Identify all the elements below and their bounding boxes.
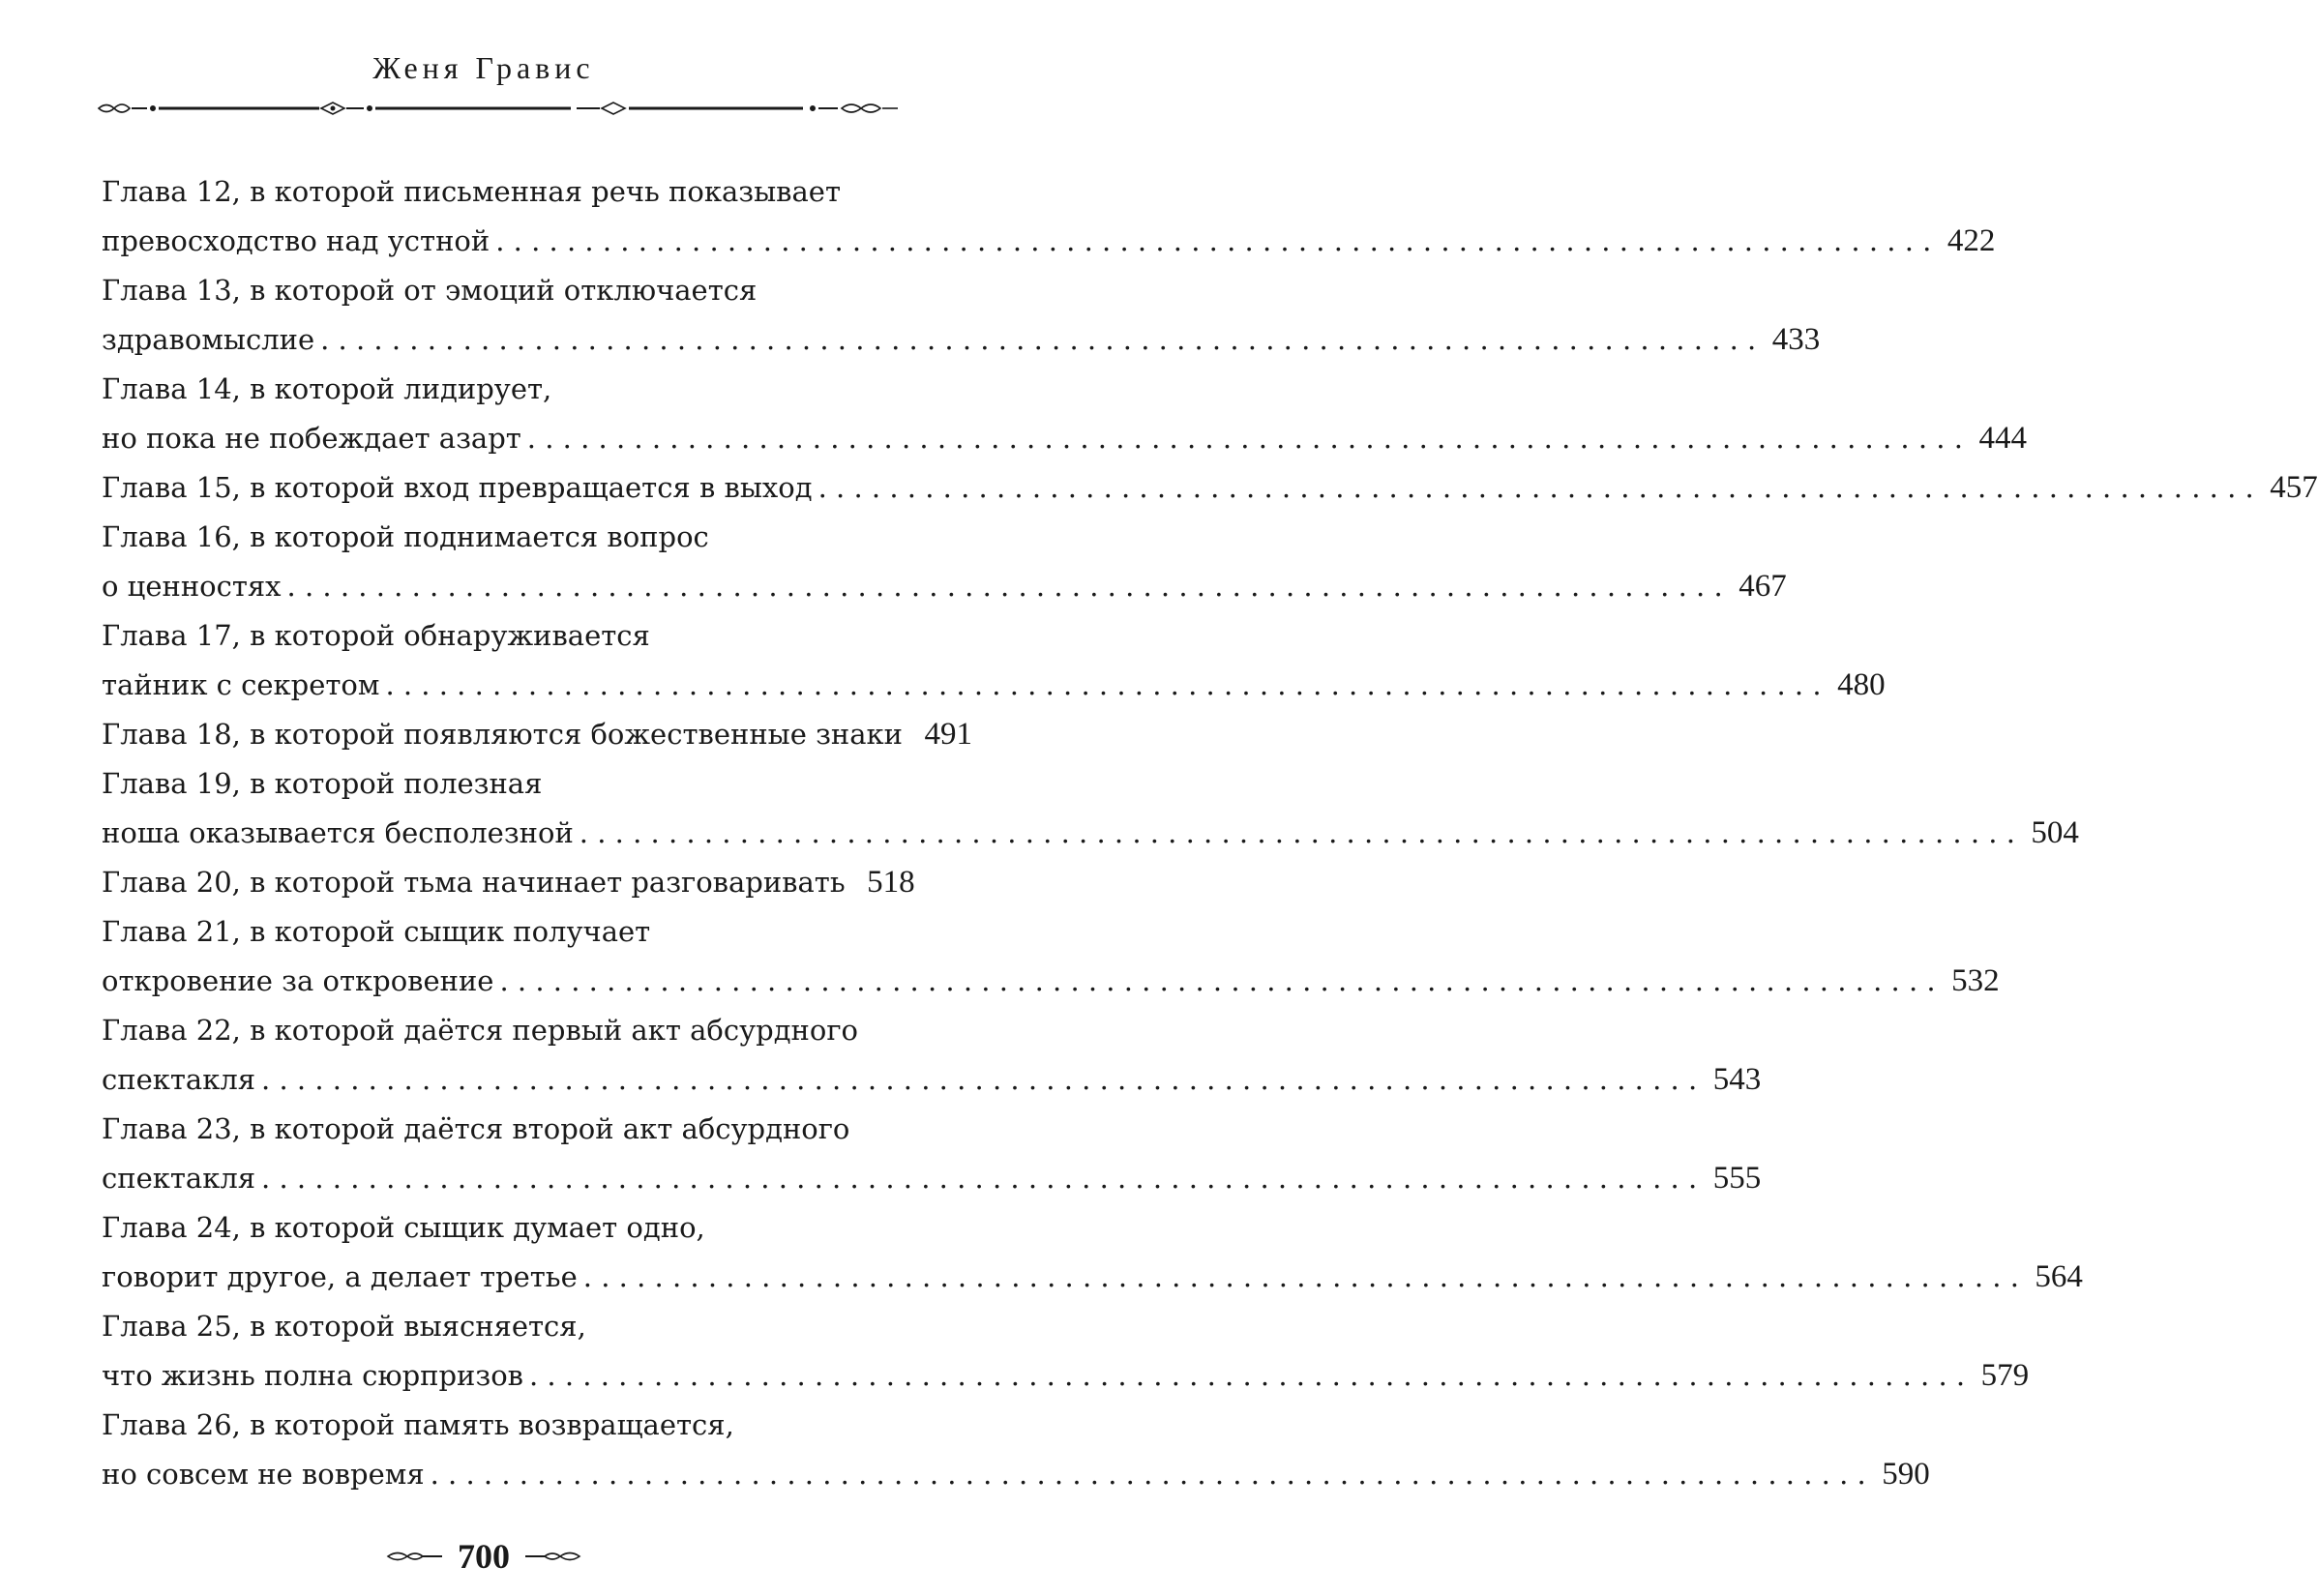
toc-entry-text: откровение за откровение bbox=[102, 964, 494, 997]
toc-page-number: 564 bbox=[2035, 1259, 2083, 1294]
toc-entry-line bbox=[102, 611, 905, 661]
dot-leader bbox=[583, 1253, 2019, 1302]
toc-entry-last-line bbox=[102, 463, 2318, 513]
toc-page-number: 518 bbox=[867, 865, 915, 900]
toc-entry-text: Глава 17, в которой обнаруживается bbox=[102, 619, 650, 652]
toc-entry-text: но совсем не вовремя bbox=[102, 1458, 425, 1491]
toc-page-number: 457 bbox=[2270, 470, 2318, 505]
toc-entry[interactable] bbox=[102, 365, 2027, 463]
page-footer bbox=[0, 1536, 967, 1577]
running-header-author: Женя Гравис bbox=[372, 50, 595, 85]
toc-entry-line bbox=[102, 365, 905, 414]
toc-page-number: 555 bbox=[1712, 1161, 1762, 1196]
toc-entry-text: но пока не побеждает азарт bbox=[102, 422, 521, 455]
toc-entry-text: превосходство над устной bbox=[102, 224, 490, 257]
toc-entry[interactable] bbox=[102, 1401, 1930, 1499]
toc-entry[interactable] bbox=[102, 1203, 2083, 1302]
toc-entry-text: тайник с секретом bbox=[102, 668, 380, 701]
toc-page-number: 480 bbox=[1837, 667, 1886, 702]
toc-entry-text: Глава 15, в которой вход превращается в выход bbox=[102, 471, 813, 504]
toc-entry-text: спектакля bbox=[102, 1063, 256, 1096]
toc-entry-text: спектакля bbox=[102, 1162, 256, 1195]
toc-page-number: 504 bbox=[2031, 815, 2079, 850]
toc-entry[interactable] bbox=[102, 710, 973, 759]
toc-entry-text: говорит другое, а делает третье bbox=[102, 1260, 578, 1293]
footer-ornament-left bbox=[386, 1547, 444, 1566]
toc-entry-text: Глава 20, в которой тьма начинает разговаривать bbox=[102, 866, 846, 899]
toc-entry-line bbox=[102, 1401, 905, 1450]
toc-entry-last-line bbox=[102, 1154, 1762, 1203]
dot-leader bbox=[527, 414, 1963, 463]
toc-entry-text: о ценностях bbox=[102, 570, 282, 603]
toc-entry-last-line bbox=[102, 1351, 2030, 1401]
toc-entry-text: Глава 22, в которой даётся первый акт абсурдного bbox=[102, 1014, 858, 1047]
toc-page-number: 543 bbox=[1712, 1062, 1762, 1097]
toc-entry[interactable] bbox=[102, 858, 915, 907]
toc-entry-line bbox=[102, 266, 905, 315]
toc-entry-last-line bbox=[102, 217, 1996, 266]
toc-page-number: 467 bbox=[1738, 569, 1787, 604]
toc-page-number: 433 bbox=[1771, 322, 1821, 357]
toc-entry-text: Глава 16, в которой поднимается вопрос bbox=[102, 520, 709, 553]
toc-entry-text: Глава 24, в которой сыщик думает одно, bbox=[102, 1211, 705, 1244]
toc-entry-text: Глава 21, в которой сыщик получает bbox=[102, 915, 651, 948]
toc-entry[interactable] bbox=[102, 1302, 2030, 1401]
toc-entry-last-line bbox=[102, 1450, 1930, 1499]
toc-entry[interactable] bbox=[102, 513, 1787, 611]
toc-entry-last-line bbox=[102, 957, 2000, 1006]
dot-leader bbox=[261, 1055, 1697, 1105]
dot-leader bbox=[431, 1450, 1866, 1499]
dot-leader bbox=[320, 315, 1756, 365]
toc-entry-last-line bbox=[102, 1253, 2083, 1302]
toc-entry-text: здравомыслие bbox=[102, 323, 315, 356]
toc-entry[interactable] bbox=[102, 907, 2000, 1006]
dot-leader bbox=[261, 1154, 1697, 1203]
toc-entry-text: ноша оказывается бесполезной bbox=[102, 816, 574, 849]
toc-entry-line bbox=[102, 1302, 905, 1351]
dot-leader bbox=[499, 957, 1935, 1006]
toc-entry-line bbox=[102, 513, 905, 562]
toc-entry[interactable] bbox=[102, 463, 2318, 513]
toc-entry-text: Глава 23, в которой даётся второй акт абсурдного bbox=[102, 1112, 850, 1145]
dot-leader bbox=[495, 217, 1931, 266]
toc-entry-line bbox=[102, 167, 905, 217]
table-of-contents bbox=[102, 167, 2318, 1499]
toc-page-number: 579 bbox=[1980, 1358, 2030, 1393]
toc-entry[interactable] bbox=[102, 1105, 1762, 1203]
toc-entry[interactable] bbox=[102, 611, 1886, 710]
header-ornament-divider bbox=[97, 97, 900, 120]
toc-entry-last-line bbox=[102, 661, 1886, 710]
footer-ornament-right bbox=[523, 1547, 581, 1566]
toc-entry-line bbox=[102, 907, 905, 957]
toc-entry-last-line bbox=[102, 710, 973, 759]
toc-entry-text: Глава 26, в которой память возвращается, bbox=[102, 1408, 734, 1441]
toc-page-number: 491 bbox=[924, 717, 973, 752]
toc-entry-text: что жизнь полна сюрпризов bbox=[102, 1359, 523, 1392]
toc-page-number: 422 bbox=[1947, 223, 1996, 258]
toc-page-number: 532 bbox=[1951, 963, 2000, 998]
toc-entry-last-line bbox=[102, 1055, 1762, 1105]
toc-entry-text: Глава 14, в которой лидирует, bbox=[102, 372, 552, 405]
toc-entry[interactable] bbox=[102, 759, 2079, 858]
toc-entry-last-line bbox=[102, 315, 1821, 365]
toc-entry[interactable] bbox=[102, 167, 1996, 266]
toc-entry-text: Глава 12, в которой письменная речь показывает bbox=[102, 175, 841, 208]
toc-entry-last-line bbox=[102, 562, 1787, 611]
toc-entry-last-line bbox=[102, 414, 2027, 463]
dot-leader bbox=[818, 463, 2254, 513]
toc-entry-last-line bbox=[102, 809, 2079, 858]
dot-leader bbox=[580, 809, 2015, 858]
toc-entry-text: Глава 13, в которой от эмоций отключается bbox=[102, 274, 758, 307]
toc-entry-text: Глава 19, в которой полезная bbox=[102, 767, 543, 800]
toc-page-number: 590 bbox=[1882, 1457, 1930, 1492]
dot-leader bbox=[529, 1351, 1965, 1401]
dot-leader bbox=[385, 661, 1821, 710]
toc-entry[interactable] bbox=[102, 266, 1821, 365]
toc-entry-line bbox=[102, 1105, 905, 1154]
toc-entry-line bbox=[102, 1006, 905, 1055]
toc-entry-line bbox=[102, 759, 905, 809]
toc-entry-line bbox=[102, 1203, 905, 1253]
toc-entry-text: Глава 18, в которой появляются божественные знаки bbox=[102, 718, 904, 751]
dot-leader bbox=[287, 562, 1723, 611]
toc-entry-text: Глава 25, в которой выясняется, bbox=[102, 1310, 586, 1343]
toc-page-number: 444 bbox=[1978, 421, 2027, 456]
toc-entry-last-line bbox=[102, 858, 915, 907]
toc-entry[interactable] bbox=[102, 1006, 1762, 1105]
page-number: 700 bbox=[458, 1537, 510, 1576]
